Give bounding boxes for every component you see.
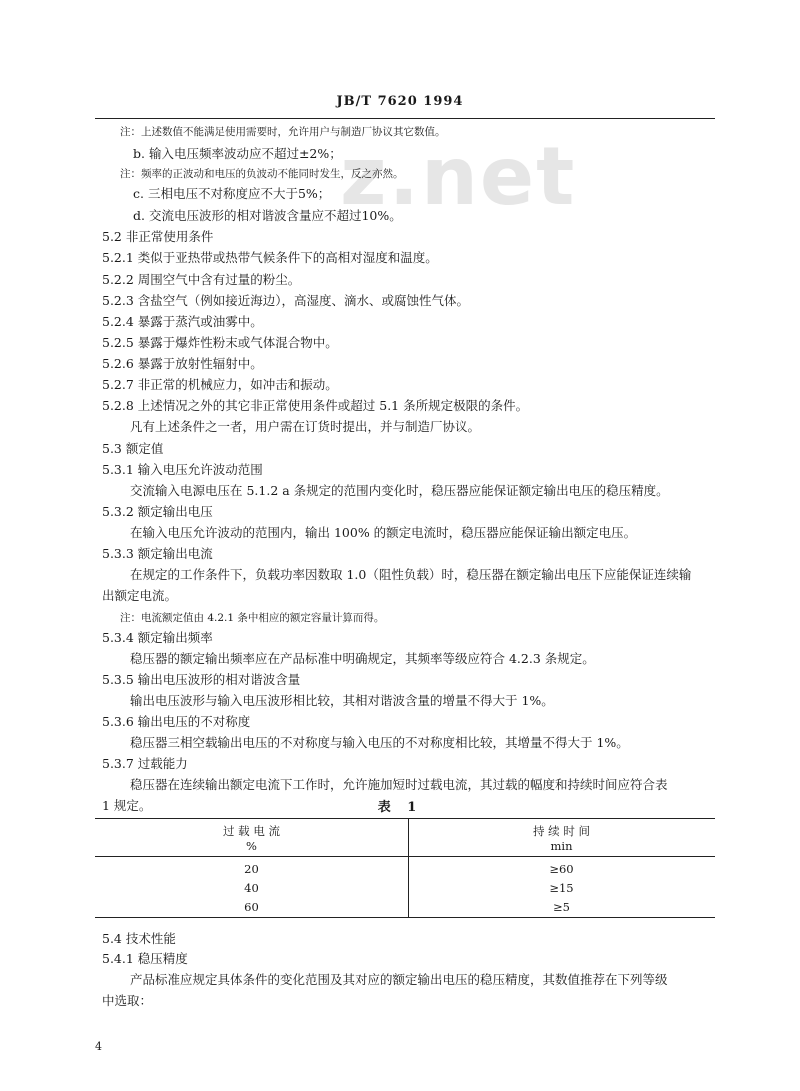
text-line: 5.4.1 稳压精度: [102, 951, 188, 966]
section-heading: 5.2 非正常使用条件: [102, 229, 214, 244]
table-header-overload: 过 载 电 流: [223, 824, 280, 838]
text-line: 5.2.4 暴露于蒸汽或油雾中。: [102, 314, 263, 329]
text-line: 1 规定。: [102, 798, 152, 813]
header-rule: [95, 118, 715, 119]
table-header-rule: [95, 856, 715, 857]
text-line: 5.3.2 额定输出电压: [102, 504, 213, 519]
text-line: 5.2.2 周围空气中含有过量的粉尘。: [102, 272, 301, 287]
text-line: 交流输入电源电压在 5.1.2 a 条规定的范围内变化时，稳压器应能保证额定输出电压的稳压精度。: [130, 483, 669, 498]
section-heading: 5.3 额定值: [102, 441, 164, 456]
text-line: 5.3.3 额定输出电流: [102, 546, 213, 561]
table-cell: 40: [244, 881, 259, 895]
text-line: 5.2.8 上述情况之外的其它非正常使用条件或超过 5.1 条所规定极限的条件。: [102, 398, 529, 413]
table-unit-percent: %: [246, 839, 257, 853]
table-bottom-rule: [95, 917, 715, 918]
text-line: d. 交流电压波形的相对谐波含量应不超过10%。: [133, 208, 402, 223]
text-line: 5.3.7 过载能力: [102, 756, 188, 771]
text-line: 稳压器在连续输出额定电流下工作时，允许施加短时过载电流，其过载的幅度和持续时间应符合表: [130, 777, 668, 792]
table-cell: ≥5: [553, 900, 570, 914]
text-line: 5.3.1 输入电压允许波动范围: [102, 462, 263, 477]
section-heading: 5.4 技术性能: [102, 931, 176, 946]
text-line: 5.2.7 非正常的机械应力，如冲击和振动。: [102, 377, 338, 392]
table-title: 表 1: [377, 800, 423, 815]
text-line: 5.3.6 输出电压的不对称度: [102, 714, 251, 729]
text-line: c. 三相电压不对称度应不大于5%；: [133, 186, 331, 201]
table-cell: 60: [244, 900, 259, 914]
table-cell: ≥15: [549, 881, 574, 895]
table-unit-min: min: [550, 839, 573, 853]
table-cell: 20: [244, 862, 259, 876]
text-line: 在输入电压允许波动的范围内，输出 100% 的额定电流时，稳压器应能保证输出额定电压。: [130, 525, 637, 540]
text-line: 输出电压波形与输入电压波形相比较，其相对谐波含量的增量不得大于 1%。: [130, 693, 554, 708]
text-line: 5.3.5 输出电压波形的相对谐波含量: [102, 672, 301, 687]
text-line: 出额定电流。: [102, 588, 178, 603]
table-cell: ≥60: [549, 862, 574, 876]
text-line: 5.3.4 额定输出频率: [102, 630, 213, 645]
text-line: 5.2.1 类似于亚热带或热带气候条件下的高相对湿度和温度。: [102, 250, 438, 265]
note-line: 注：上述数值不能满足使用需要时，允许用户与制造厂协议其它数值。: [120, 126, 446, 138]
table-top-rule: [95, 818, 715, 819]
text-line: 在规定的工作条件下，负载功率因数取 1.0（阻性负载）时，稳压器在额定输出电压下应能保证连续输: [130, 567, 692, 582]
text-line: b. 输入电压频率波动应不超过±2%；: [133, 146, 342, 161]
table-header-duration: 持 续 时 间: [533, 824, 590, 838]
text-line: 稳压器的额定输出频率应在产品标准中明确规定，其频率等级应符合 4.2.3 条规定。: [130, 651, 595, 666]
text-line: 5.2.6 暴露于放射性辐射中。: [102, 356, 263, 371]
text-line: 凡有上述条件之一者，用户需在订货时提出，并与制造厂协议。: [130, 419, 481, 434]
text-line: 5.2.3 含盐空气（例如接近海边），高湿度、滴水、或腐蚀性气体。: [102, 293, 470, 308]
note-line: 注：频率的正波动和电压的负波动不能同时发生，反之亦然。: [120, 168, 404, 180]
text-line: 产品标准应规定具体条件的变化范围及其对应的额定输出电压的稳压精度，其数值推荐在下列等级: [130, 972, 668, 987]
text-line: 中选取：: [102, 993, 153, 1008]
document-header: JB/T 7620 1994: [336, 94, 464, 109]
note-line: 注：电流额定值由 4.2.1 条中相应的额定容量计算而得。: [120, 612, 385, 624]
page-number: 4: [95, 1040, 102, 1053]
text-line: 稳压器三相空载输出电压的不对称度与输入电压的不对称度相比较，其增量不得大于 1%。: [130, 735, 629, 750]
watermark: z.net: [340, 130, 577, 223]
text-line: 5.2.5 暴露于爆炸性粉末或气体混合物中。: [102, 335, 338, 350]
